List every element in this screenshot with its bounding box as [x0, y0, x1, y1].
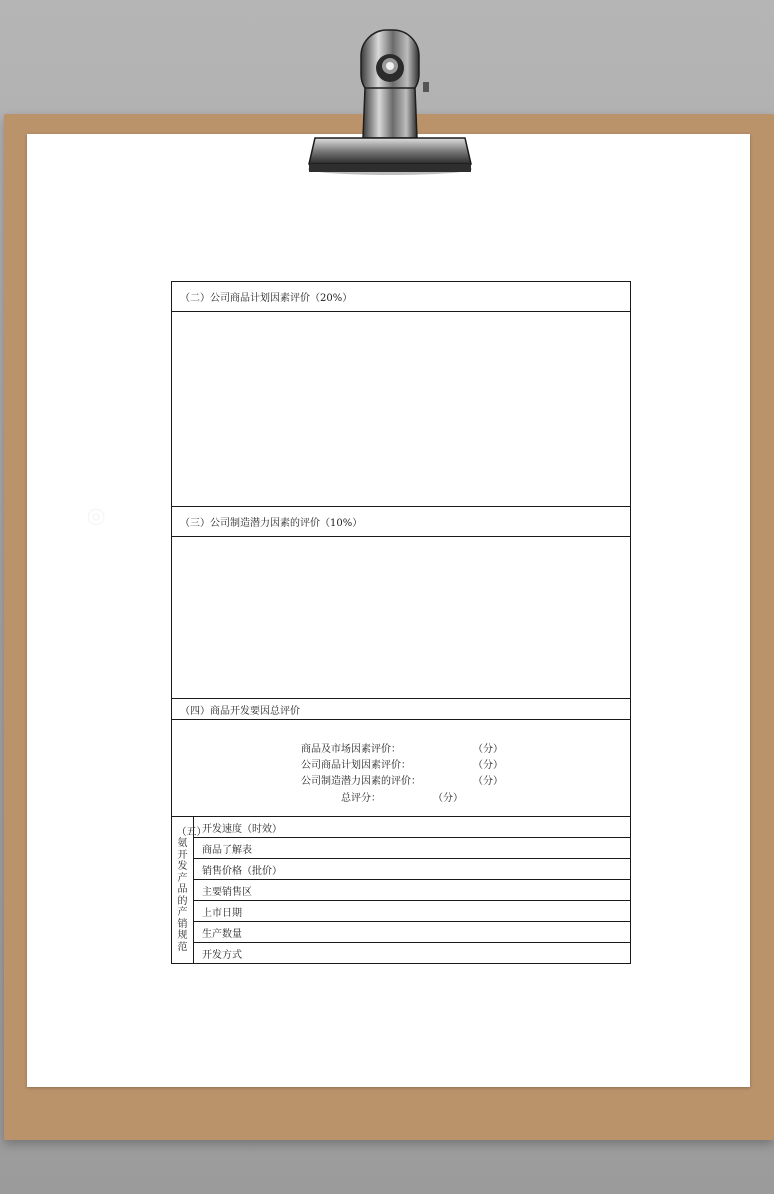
summary-manufacture-unit: （分）	[473, 776, 503, 787]
summary-plan-unit: （分）	[473, 760, 503, 771]
spec-row-dev-method: 开发方式	[194, 943, 631, 964]
spec-row-sales-price: 销售价格（批价）	[194, 859, 631, 880]
evaluation-form-table	[171, 281, 631, 964]
section-5-side-label-cell	[172, 817, 207, 964]
section-3-title: （三）公司制造潜力因素的评价（10%）	[172, 507, 631, 537]
section-3-content-area[interactable]	[172, 537, 631, 699]
section-2-title: （二）公司商品计划因素评价（20%）	[172, 282, 631, 312]
summary-market-label: 商品及市场因素评价：	[301, 744, 401, 755]
section-2-content-area[interactable]	[172, 312, 631, 507]
spec-row-launch-date: 上市日期	[194, 901, 631, 922]
summary-plan-label: 公司商品计划因素评价：	[301, 760, 411, 771]
section-4-title: （四）商品开发要因总评价	[172, 699, 631, 720]
summary-total-unit: （分）	[433, 793, 463, 804]
spec-row-production-quantity: 生产数量	[194, 922, 631, 943]
watermark: ◎	[80, 500, 113, 533]
spec-row-dev-speed: 开发速度（时效）	[194, 817, 631, 838]
summary-manufacture-label: 公司制造潜力因素的评价：	[301, 776, 421, 787]
spec-row-product-understanding: 商品了解表	[194, 838, 631, 859]
section-5-side-label: （五）氨开发产品的产销规范	[176, 826, 207, 953]
binder-clip-icon	[305, 26, 475, 176]
summary-cell	[172, 720, 631, 817]
summary-total-label: 总评分：	[341, 793, 381, 804]
summary-market-unit: （分）	[473, 744, 503, 755]
spec-row-main-sales-area: 主要销售区	[194, 880, 631, 901]
